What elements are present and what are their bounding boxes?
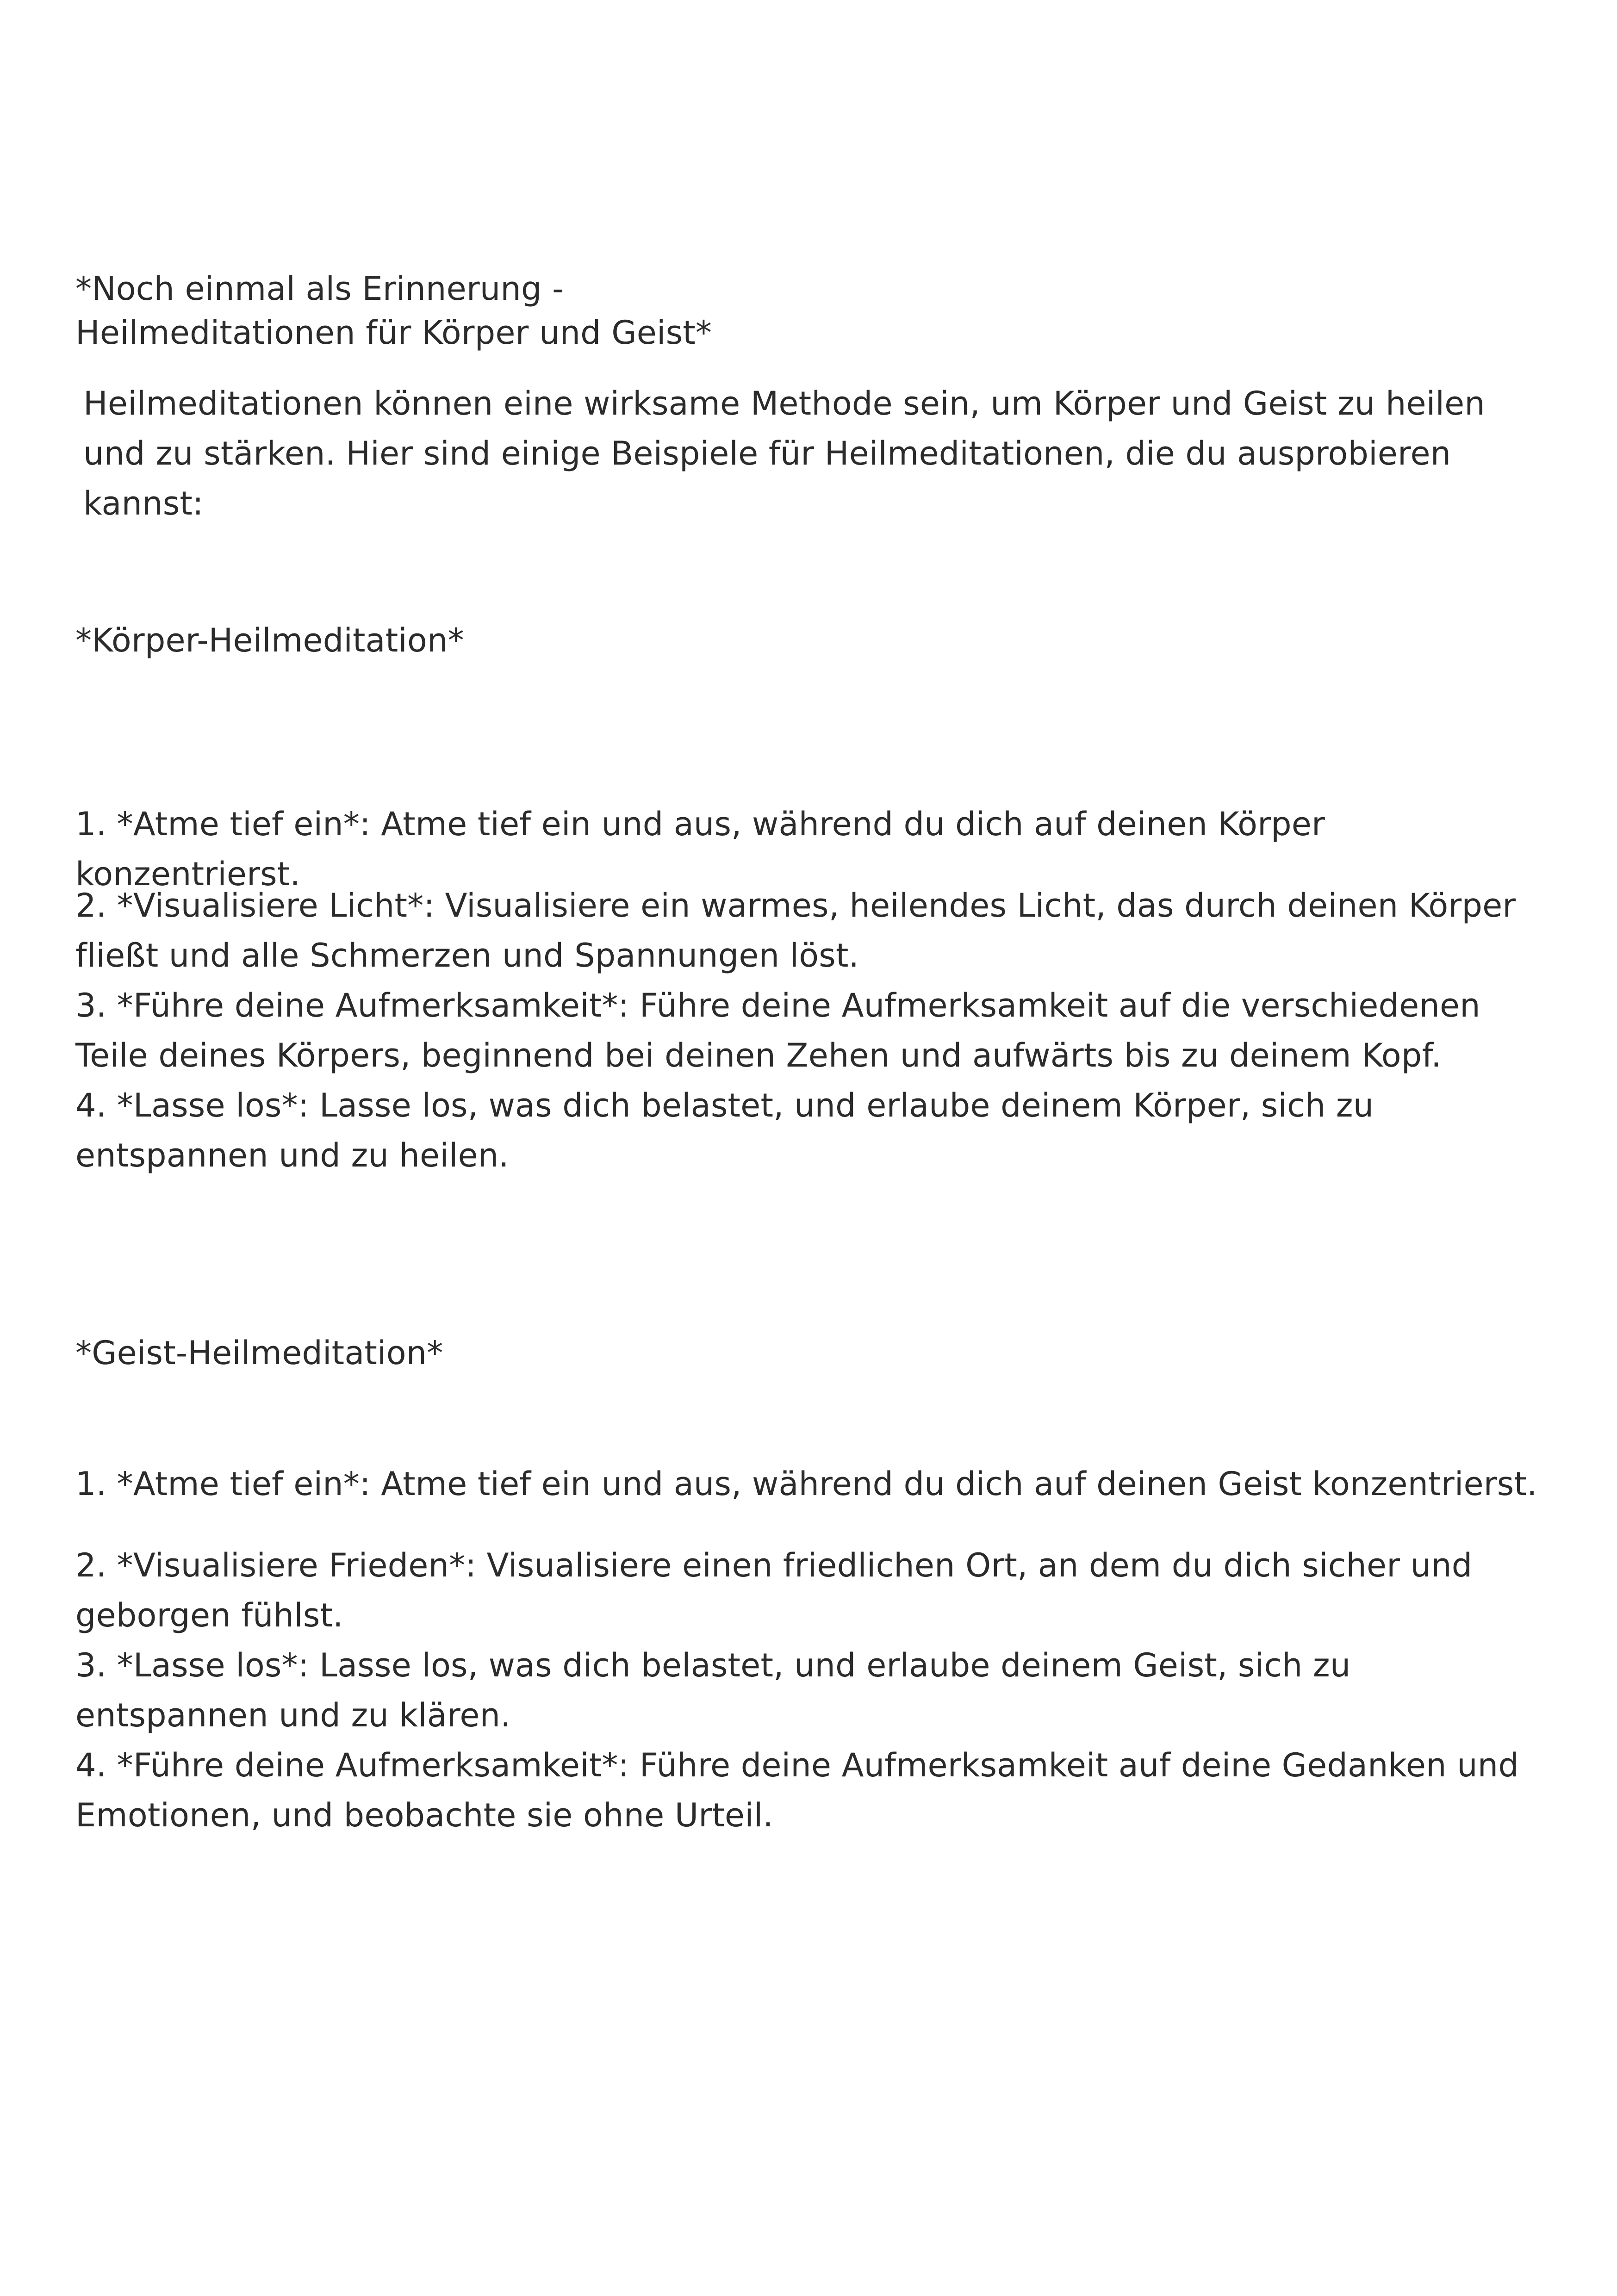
geist-list-rest: [75, 1540, 1547, 1840]
geist-item-1: 1. *Atme tief ein*: Atme tief ein und aus, während du dich auf deinen Geist konzentrierst.: [75, 1465, 1537, 1503]
geist-item-3: 3. *Lasse los*: Lasse los, was dich belastet, und erlaube deinem Geist, sich zu entspannen und zu klären.: [75, 1646, 1351, 1734]
koerper-list-rest: [75, 881, 1547, 1180]
section-heading-koerper: *Körper-Heilmeditation*: [75, 621, 464, 659]
geist-item-2: 2. *Visualisiere Frieden*: Visualisiere einen friedlichen Ort, an dem du dich sicher und geborgen fühlst.: [75, 1546, 1473, 1634]
geist-item-4: 4. *Führe deine Aufmerksamkeit*: Führe deine Aufmerksamkeit auf deine Gedanken und Emotionen, und beobachte sie ohne Urteil.: [75, 1746, 1519, 1834]
title-line-1: *Noch einmal als Erinnerung -: [75, 270, 564, 308]
title-line-2: Heilmeditationen für Körper und Geist*: [75, 314, 712, 352]
koerper-item-1: 1. *Atme tief ein*: Atme tief ein und aus, während du dich auf deinen Körper konzentrierst.: [75, 805, 1325, 893]
koerper-item-3: 3. *Führe deine Aufmerksamkeit*: Führe deine Aufmerksamkeit auf die verschiedenen Teile deines Körpers, beginnend bei deinen Zehen und aufwärts bis zu deinem Kopf.: [75, 987, 1480, 1074]
koerper-item-4: 4. *Lasse los*: Lasse los, was dich belastet, und erlaube deinem Körper, sich zu entspannen und zu heilen.: [75, 1086, 1374, 1174]
intro-paragraph: Heilmeditationen können eine wirksame Methode sein, um Körper und Geist zu heilen und zu stärken. Hier sind einige Beispiele für Heilmeditationen, die du ausprobieren kannst:: [83, 385, 1485, 522]
section-heading-geist: *Geist-Heilmeditation*: [75, 1334, 443, 1372]
document-title: [75, 267, 1547, 355]
koerper-item-2: 2. *Visualisiere Licht*: Visualisiere ein warmes, heilendes Licht, das durch deinen Körper fließt und alle Schmerzen und Spannungen löst.: [75, 887, 1516, 974]
